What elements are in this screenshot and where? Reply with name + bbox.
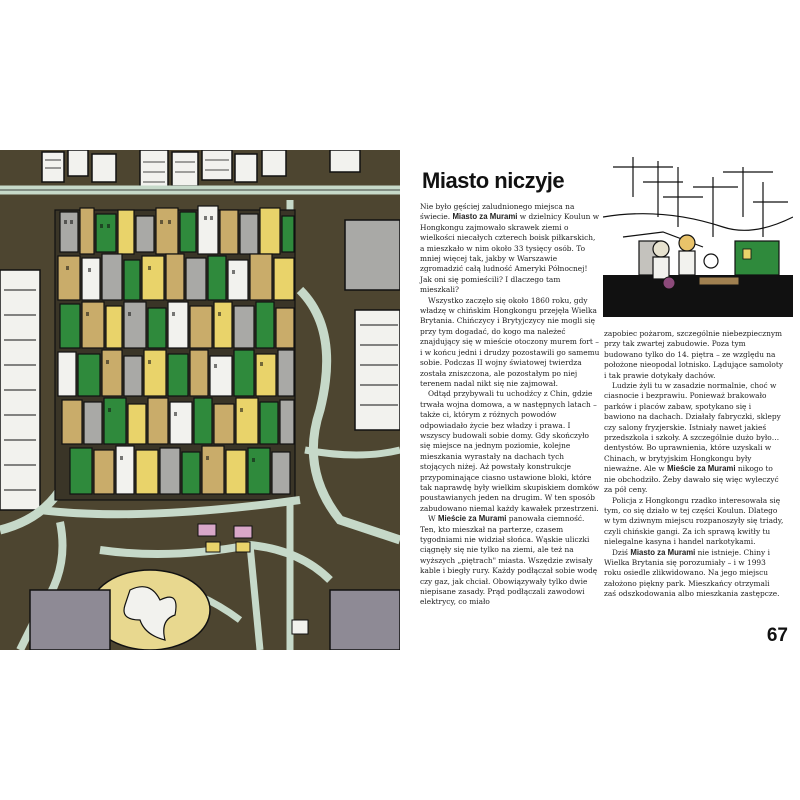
book-spread bbox=[0, 150, 800, 650]
article-title: Miasto niczyje bbox=[422, 168, 565, 193]
text-run: zapobiec pożarom, szczególnie niebezpiecznym przy tak zwartej zabudowie. Poza tym budowano tylko do 14. piętra – ze względu na położone nieopodal lotnisko. Lądujące samoloty i tak prawie dotykały dachów. bbox=[604, 329, 784, 380]
rooftop-illustration bbox=[603, 157, 793, 317]
text-column-left bbox=[420, 202, 600, 608]
paragraph bbox=[604, 548, 784, 600]
text-run: Dziś bbox=[612, 547, 631, 557]
text-run: Policja z Hongkongu rzadko interesowała się tym, co się działo w tej części Koulun. Dlatego w tym dziwnym miejscu rozpanoszyły się triady, czyli chińskie gangi. Za ich sprawą kwitły tu nielegalne kasyna i handel narkotykami. bbox=[604, 495, 784, 547]
paragraph bbox=[420, 389, 600, 514]
walled-city-illustration bbox=[0, 150, 400, 650]
text-run: nikogo to nie obchodziło. Żeby dawało się więc wyleczyć za pół ceny. bbox=[604, 464, 779, 495]
bold-place-name: Mieście za Murami bbox=[667, 464, 736, 474]
paragraph bbox=[420, 202, 600, 296]
paragraph bbox=[604, 496, 784, 548]
bold-place-name: Miasto za Murami bbox=[630, 547, 696, 557]
text-run: Odtąd przybywali tu uchodźcy z Chin, gdzie trwała wojna domowa, a w następnych latach – także ci, którym z różnych powodów odpowiadało życie bez władzy i prawa. I wszyscy budowali sobie domy. Gdy skończyło się miejsce na jednym poziomie, kolejne mieszkania wyrastały na dachach tych stojących niżej. Aż powstały konstrukcje przypominające ciasno ustawione bloki, które tak naprawdę były wielkim skupiskiem domków poustawianych jeden na drugim. W ten sposób zabudowano niemal każdy kawałek przestrzeni. bbox=[420, 389, 600, 513]
paragraph bbox=[420, 296, 600, 390]
paragraph bbox=[420, 514, 600, 608]
bold-place-name: Miasto za Murami bbox=[452, 212, 518, 222]
page-number: 67 bbox=[766, 625, 788, 646]
text-run: nie istnieje. Chiny i Wielka Brytania się porozumiały – i w 1993 roku osiedle zlikwidowano. Na jego miejscu założono piękny park. Mieszkańcy otrzymali zaś odszkodowania albo mieszkania zastępcze. bbox=[604, 547, 780, 599]
text-run: Wszystko zaczęło się około 1860 roku, gdy władzę w chińskim Hongkongu przejęła Wielka Brytania. Chińczycy i Brytyjczycy nie mogli się przy tym dogadać, do kogo ma należeć znajdujący się w mieście otoczony murem fort – i w końcu jedni i drudzy pozostawili go samemu sobie. Podczas II wojny światowej twierdza została zniszczona, ale pozostałym po niej terenem nadal nikt się nie zajmował. bbox=[420, 295, 600, 388]
text-column-right bbox=[604, 329, 784, 600]
paragraph bbox=[604, 329, 784, 381]
text-run: W bbox=[428, 514, 438, 524]
text-run: w dzielnicy Koulun w Hongkongu zajmowało skrawek ziemi o wielkości niecałych czterech boisk piłkarskich, a mieszkało w nim około 33 tysięcy osób. To mniej więcej tak, jakby w Warszawie zgromadzić całą ludność Ameryki Północnej! Jak oni się pomieścili? I dlaczego tam mieszkali? bbox=[420, 212, 600, 295]
bold-place-name: Mieście za Murami bbox=[437, 514, 507, 524]
rooftop-drawing bbox=[603, 157, 793, 317]
walled-city-drawing bbox=[0, 150, 400, 650]
paragraph bbox=[604, 381, 784, 495]
text-run: Ludzie żyli tu w zasadzie normalnie, choć w ciasnocie i bezprawiu. Ponieważ brakowało parków i placów zabaw, spotykano się i bawiono na dachach. Działały fabryczki, sklepy czy salony fryzjerskie. Istniały nawet jakieś przedszkola i szkoły. A szczególnie dużo było… dentystów. Bo uprawnienia, które uzyskali w Chinach, w brytyjskim Hongkongu były nieważne. Ale w bbox=[604, 381, 781, 474]
text-run: panowała ciemność. Ten, kto mieszkał na parterze, czasem tygodniami nie widział słońca. Wąskie uliczki ciągnęły się nie tylko na ziemi, ale też na wyższych „piętrach" miasta. Wszędzie zwisały kable i biegły rury. Każdy podłączał sobie wodę czy gaz, jak chciał. Obowiązywały tylko dwie niepisane zasady. Prąd podłączali zawodowi elektrycy, co miało bbox=[420, 514, 598, 607]
text-run: Nie było gęściej zaludnionego miejsca na świecie. bbox=[420, 202, 575, 222]
text-page bbox=[400, 150, 800, 650]
